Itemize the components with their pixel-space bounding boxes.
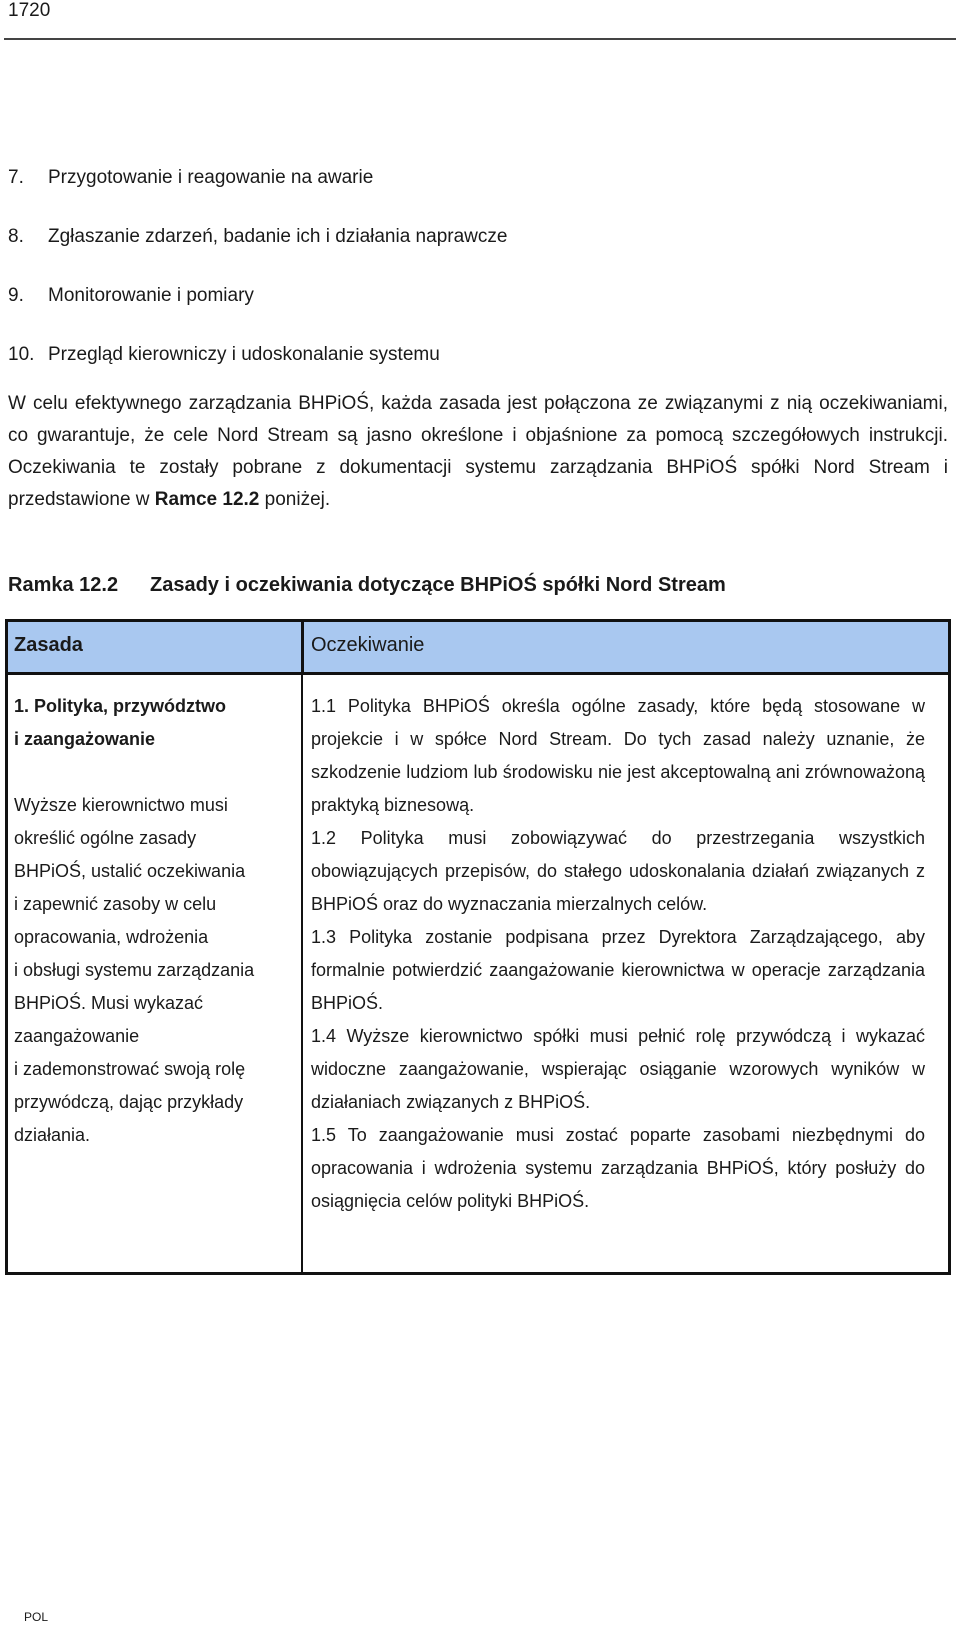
list-item: 9. Monitorowanie i pomiary <box>8 285 254 306</box>
frame-label: Ramka 12.2 <box>8 574 119 596</box>
principle-line: opracowania, wdrożenia <box>14 927 209 947</box>
expectation-item: 1.5 To zaangażowanie musi zostać poparte zasobami niezbędnymi do opracowania i wdrożenia systemu zarządzania BHPiOŚ, który posłuży do osiągnięcia celów polityki BHPiOŚ. <box>311 1125 925 1211</box>
principle-title: 1. Polityka, przywództwo i zaangażowanie <box>14 696 227 749</box>
header-expectation: Oczekiwanie <box>311 634 425 656</box>
numbered-list <box>8 148 507 384</box>
principle-line: przywódczą, dając przykłady <box>14 1092 244 1112</box>
footer-language: POL <box>24 1610 49 1624</box>
list-item: 7. Przygotowanie i reagowanie na awarie <box>8 167 374 188</box>
frame-title: Zasady i oczekiwania dotyczące BHPiOŚ spółki Nord Stream <box>150 574 726 596</box>
expectation-item: 1.4 Wyższe kierownictwo spółki musi pełnić rolę przywódczą i wykazać widoczne zaangażowanie, wspierając osiąganie wzorowych wyników w działaniach związanych z BHPiOŚ. <box>311 1026 925 1112</box>
principle-line: działania. <box>14 1125 91 1145</box>
principle-cell <box>14 690 294 1152</box>
expectation-item: 1.1 Polityka BHPiOŚ określa ogólne zasady, które będą stosowane w projekcie i w spółce Nord Stream. Do tych zasad należy uznanie, że szkodzenie ludziom lub środowisku nie jest akceptowalną ani zrównoważoną praktyką biznesową. <box>311 696 925 815</box>
principle-line: Wyższe kierownictwo musi <box>14 795 228 815</box>
list-item: 8. Zgłaszanie zdarzeń, badanie ich i działania naprawcze <box>8 226 508 247</box>
principles-table <box>5 619 951 1275</box>
header-divider <box>4 38 956 40</box>
principle-line: zaangażowanie <box>14 1026 140 1046</box>
principle-line: określić ogólne zasady <box>14 828 197 848</box>
principle-line: BHPiOŚ, ustalić oczekiwania <box>14 861 246 881</box>
frame-caption <box>8 574 726 597</box>
expectation-item: 1.2 Polityka musi zobowiązywać do przestrzegania wszystkich obowiązujących przepisów, do stałego udoskonalania działań związanych z BHPiOŚ oraz do wyznaczania mierzalnych celów. <box>311 828 925 914</box>
expectation-cell <box>311 690 925 1218</box>
table-header-row <box>8 622 948 675</box>
header-principle: Zasada <box>14 634 83 656</box>
page-number: 1720 <box>8 0 51 21</box>
intro-paragraph: W celu efektywnego zarządzania BHPiOŚ, każda zasada jest połączona ze związanymi z nią oczekiwaniami, co gwarantuje, że cele Nord Stream są jasno określone i objaśnione za pomocą szczegółowych instrukcji. Oczekiwania te zostały pobrane z dokumentacji systemu zarządzania BHPiOŚ spółki Nord Stream i przedstawione w Ramce 12.2 poniżej. <box>8 393 948 510</box>
column-divider <box>301 672 303 1272</box>
principle-line: BHPiOŚ. Musi wykazać <box>14 993 204 1013</box>
column-divider <box>301 622 304 672</box>
principle-line: i zapewnić zasoby w celu <box>14 894 217 914</box>
principle-line: i obsługi systemu zarządzania <box>14 960 255 980</box>
list-item: 10. Przegląd kierowniczy i udoskonalanie systemu <box>8 344 440 365</box>
frame-reference: Ramce 12.2 <box>154 489 260 510</box>
principle-line: i zademonstrować swoją rolę <box>14 1059 246 1079</box>
expectation-item: 1.3 Polityka zostanie podpisana przez Dyrektora Zarządzającego, aby formalnie potwierdzić zaangażowanie kierownictwa w operacje zarządzania BHPiOŚ. <box>311 927 925 1013</box>
